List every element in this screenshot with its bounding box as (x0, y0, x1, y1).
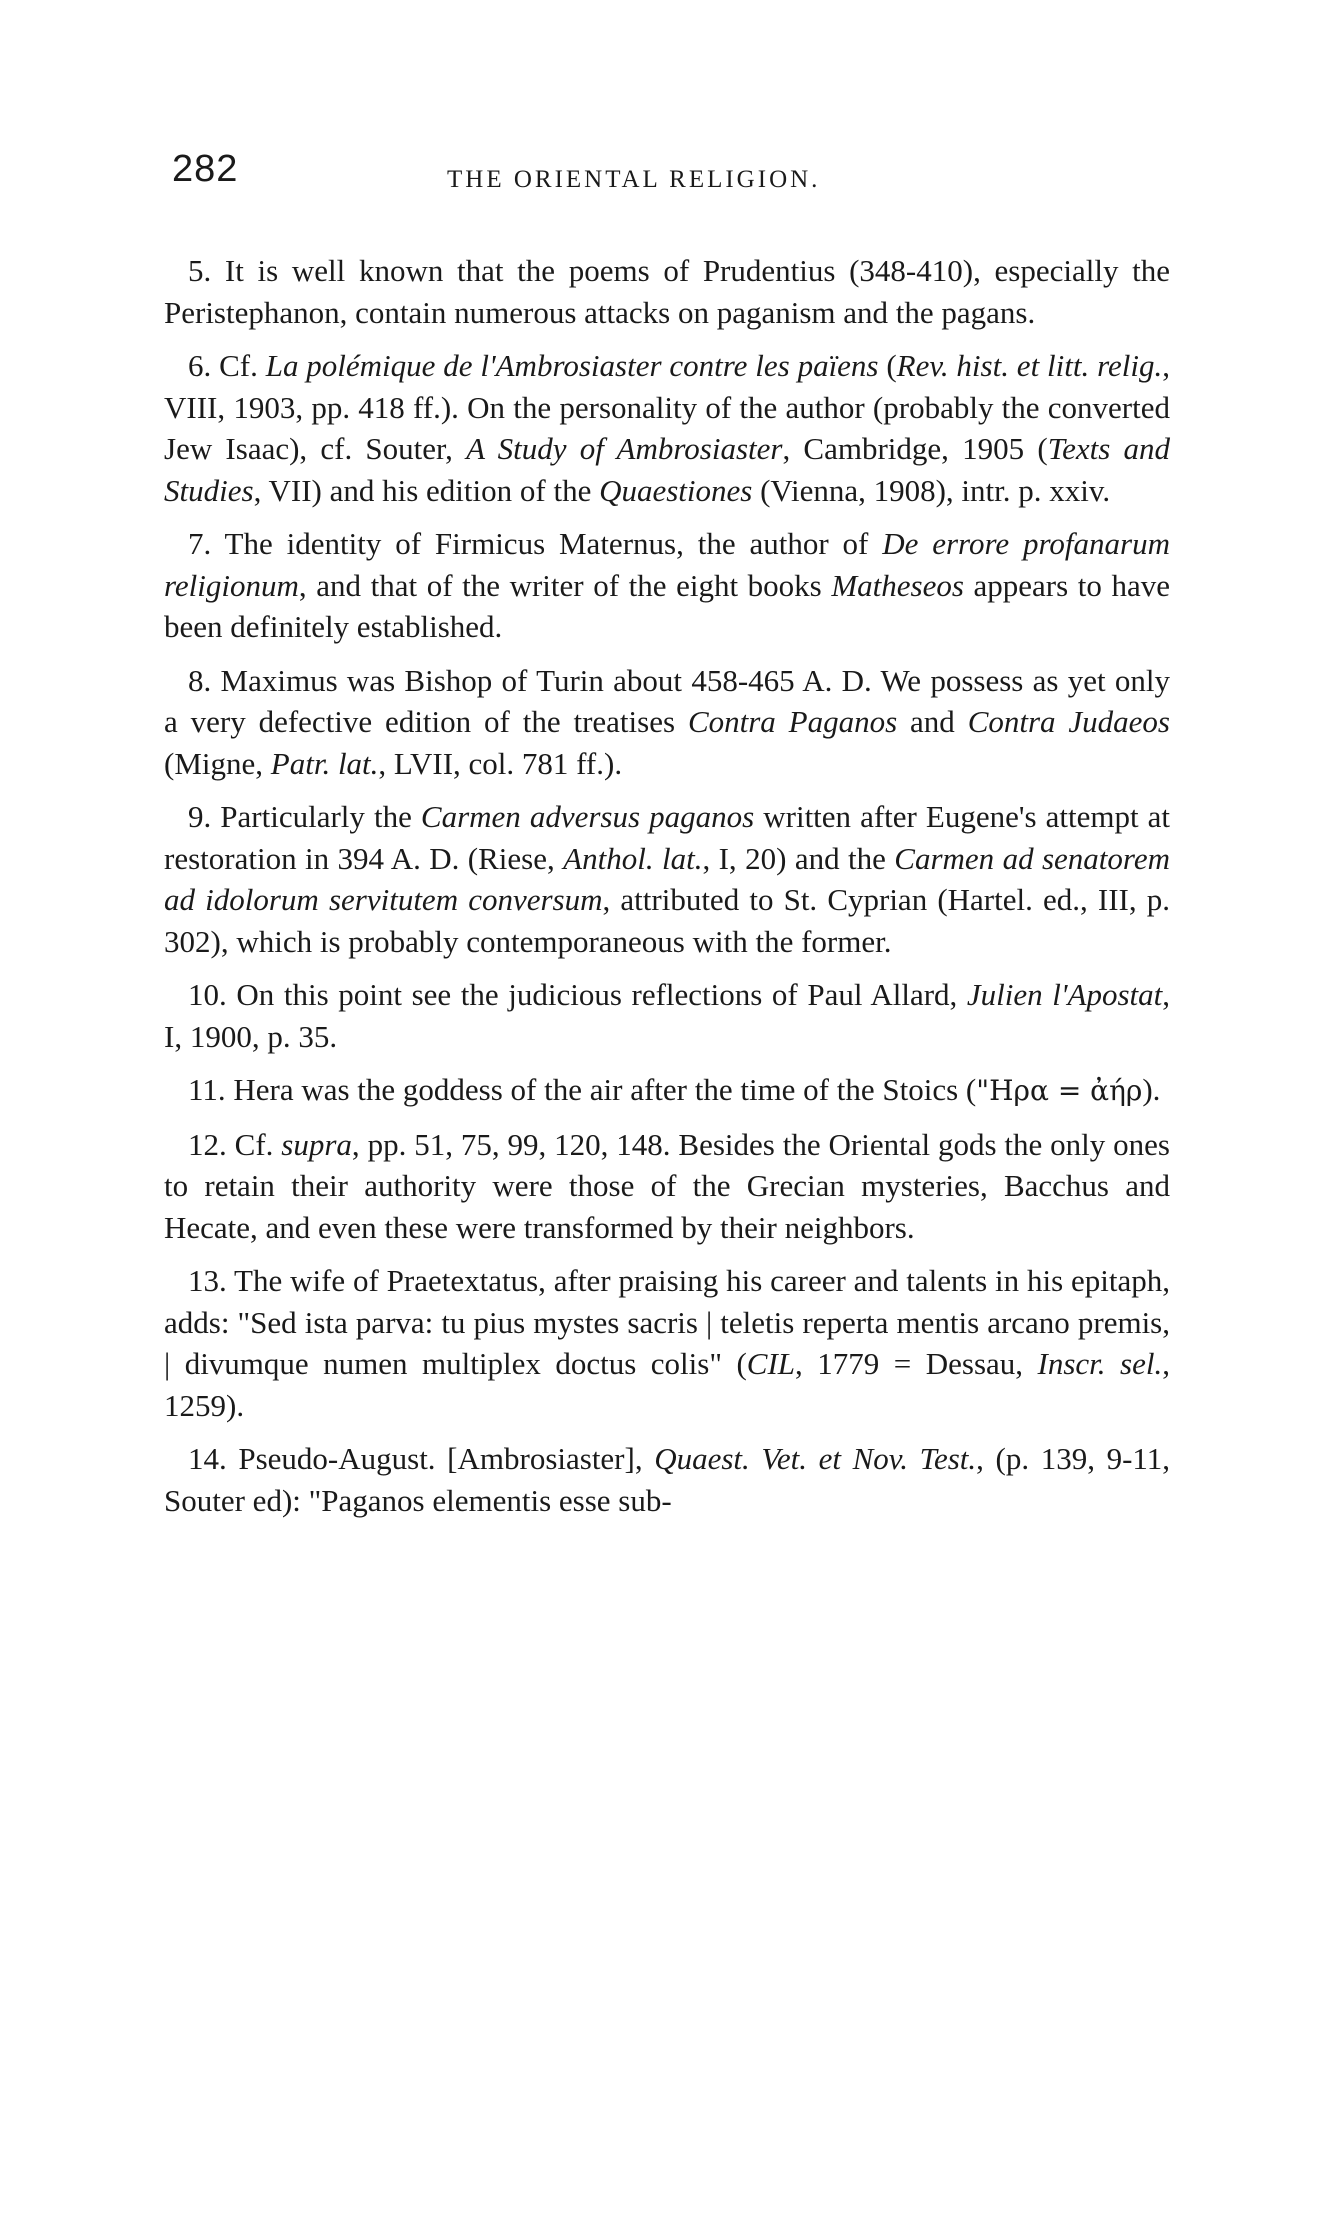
italic-segment: A Study of Ambrosiaster (466, 431, 783, 466)
text-segment: 13. The wife of Praetextatus, after praising his career and talents in his epitaph, adds: "Sed ista parva: tu pius mystes sacris | teletis reperta mentis arcano premis, | divumque numen multiplex doctus colis" ( (164, 1263, 1170, 1381)
text-segment: 11. Hera was the goddess of the air after the time of the Stoics ( (188, 1072, 977, 1107)
italic-segment: Quaestiones (599, 472, 753, 508)
running-head (172, 148, 1172, 198)
note-5 (164, 250, 1170, 333)
text-segment: , 1779 = Dessau, (795, 1346, 1038, 1381)
endnotes-list (164, 250, 1170, 1533)
note-9 (164, 796, 1170, 962)
italic-segment: La polémique de l'Ambrosiaster contre les païens (265, 348, 879, 383)
greek-segment: "Ηρα = ἀήρ (976, 1074, 1143, 1107)
note-12 (164, 1124, 1170, 1249)
text-segment: 6. Cf. (188, 348, 266, 383)
text-segment: , pp. 51, 75, 99, 120, 148. Besides the Oriental gods the only ones to retain their authority were those of the Grecian mysteries, Bacchus and Hecate, and even these were transformed by their neighbors. (164, 1126, 1170, 1245)
italic-segment: Julien l'Apostat (966, 977, 1163, 1012)
italic-segment: supra (281, 1126, 352, 1162)
text-segment: 12. Cf. (188, 1126, 282, 1162)
text-segment: , I, 1900, p. 35. (164, 977, 1170, 1054)
text-segment: 14. Pseudo-August. [Ambrosiaster], (188, 1441, 655, 1476)
note-13 (164, 1260, 1170, 1426)
text-segment: 8. Maximus was Bishop of Turin about 458-465 A. D. We possess as yet only a very defective edition of the treatises (164, 662, 1170, 739)
running-title: THE ORIENTAL RELIGION. (447, 166, 821, 193)
note-11 (164, 1069, 1170, 1112)
text-segment: and (897, 704, 968, 739)
text-segment: , Cambridge, 1905 ( (782, 431, 1048, 466)
text-segment: written after Eugene's attempt at restoration in 394 A. D. (Riese, (164, 799, 1170, 876)
text-segment: appears to have been definitely established. (164, 567, 1171, 644)
italic-segment: Patr. lat. (270, 745, 379, 781)
text-segment: , and that of the writer of the eight books (298, 567, 832, 603)
text-segment: , (p. 139, 9-11, Souter ed): "Paganos elementis esse sub- (164, 1441, 1170, 1518)
italic-segment: Rev. hist. et litt. relig. (896, 348, 1163, 383)
italic-segment: Carmen ad senatorem ad idolorum servitutem conversum (164, 840, 1170, 917)
text-segment: 9. Particularly the (188, 799, 421, 834)
italic-segment: De errore profanarum religionum (164, 526, 1170, 603)
italic-segment: Carmen adversus paganos (420, 799, 755, 834)
text-segment: 10. On this point see the judicious reflections of Paul Allard, (188, 977, 967, 1012)
text-segment: 7. The identity of Firmicus Maternus, the author of (188, 526, 883, 561)
italic-segment: Matheseos (831, 567, 964, 603)
text-segment: , LVII, col. 781 ff.). (378, 745, 623, 781)
text-segment: , attributed to St. Cyprian (Hartel. ed., III, p. 302), which is probably contemporaneous with the former. (164, 882, 1170, 959)
text-segment: , VII) and his edition of the (253, 472, 600, 508)
text-segment: 5. It is well known that the poems of Prudentius (348-410), especially the Peristephanon, contain numerous attacks on paganism and the pagans. (164, 253, 1170, 330)
text-segment: (Vienna, 1908), intr. p. xxiv. (752, 472, 1111, 508)
text-segment: , 1259). (164, 1346, 1170, 1423)
page-number: 282 (172, 148, 239, 190)
note-14 (164, 1438, 1170, 1521)
text-segment: ( (878, 348, 897, 383)
note-7 (164, 523, 1170, 648)
note-10 (164, 974, 1170, 1057)
text-segment: ). (1142, 1072, 1161, 1107)
italic-segment: Quaest. Vet. et Nov. Test. (654, 1441, 977, 1476)
note-6 (164, 345, 1170, 511)
italic-segment: Inscr. sel. (1037, 1346, 1163, 1381)
italic-segment: CIL (746, 1346, 796, 1381)
italic-segment: Contra Paganos (687, 704, 898, 739)
italic-segment: Contra Judaeos (967, 704, 1170, 739)
text-segment: , I, 20) and the (702, 840, 895, 876)
italic-segment: Anthol. lat. (563, 840, 703, 876)
text-segment: (Migne, (164, 745, 271, 781)
italic-segment: Texts and Studies (164, 431, 1170, 508)
text-segment: , VIII, 1903, pp. 418 ff.). On the personality of the author (probably the converted Jew Isaac), cf. Souter, (164, 348, 1170, 466)
note-8 (164, 660, 1170, 785)
